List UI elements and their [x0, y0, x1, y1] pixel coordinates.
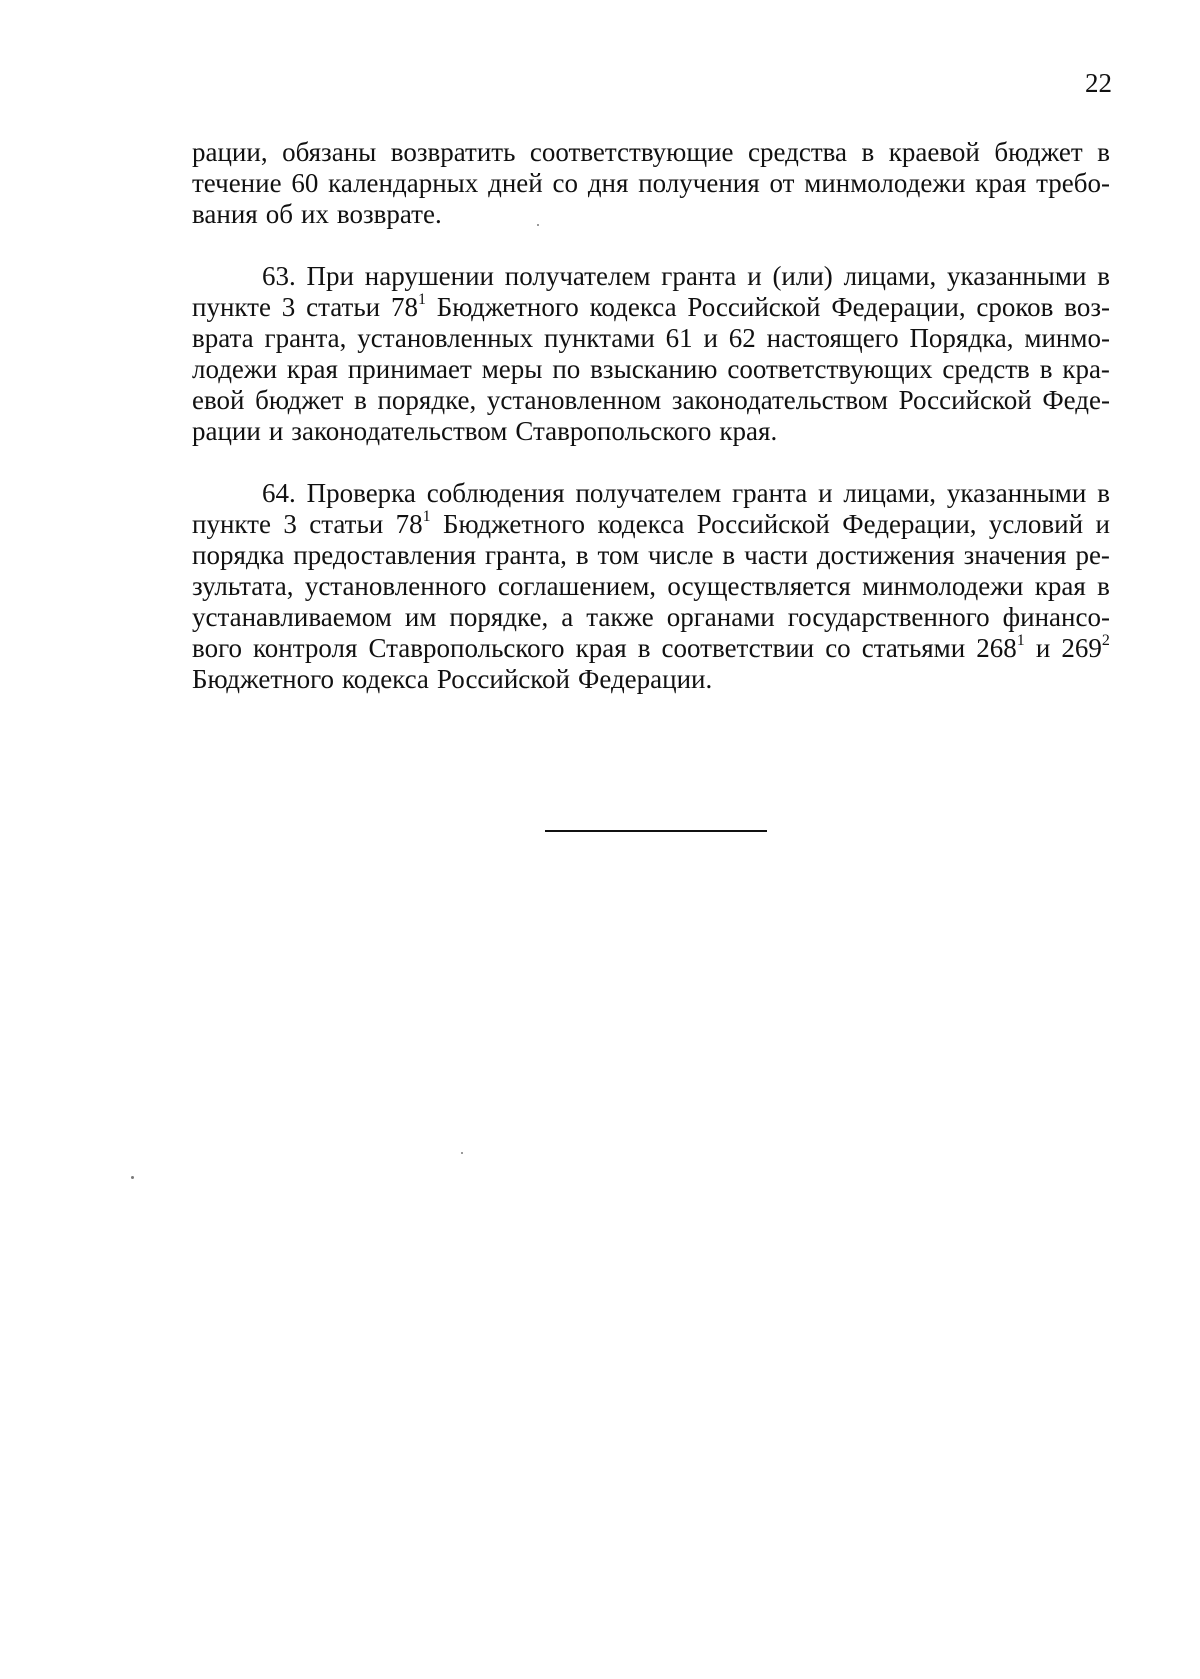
word: обязаны: [282, 137, 377, 167]
word: в: [861, 137, 875, 167]
scan-speck: [131, 1176, 134, 1179]
word: законодательством: [671, 385, 888, 415]
word: возврате.: [336, 199, 442, 229]
word: со: [825, 633, 851, 663]
word: также: [586, 602, 654, 632]
word: дней: [488, 168, 543, 198]
word: бюджет: [255, 385, 344, 415]
scan-speck: [537, 224, 539, 226]
text-line: [192, 602, 1110, 633]
paragraph: [192, 261, 1110, 447]
word: минмо-: [1024, 323, 1110, 353]
word: законодательством: [291, 416, 508, 446]
word: значения: [963, 540, 1067, 570]
word: врата: [192, 323, 254, 353]
word: достижения: [816, 540, 955, 570]
text-line: [192, 540, 1110, 571]
word: настоящего: [766, 323, 899, 353]
word: календарных: [328, 168, 479, 198]
word: нарушении: [364, 261, 494, 291]
text-line: [192, 478, 1110, 509]
word: пункте: [192, 509, 271, 539]
word: Бюджетного: [192, 664, 334, 694]
text-line: [192, 633, 1110, 664]
word: им: [404, 602, 437, 632]
text-line: [192, 571, 1110, 602]
word: Феде-: [1042, 385, 1110, 415]
word: края: [575, 633, 627, 663]
word: меры: [481, 354, 543, 384]
word: взысканию: [590, 354, 718, 384]
word: Ставропольского: [515, 416, 712, 446]
word: лодежи: [192, 354, 278, 384]
word: гранта,: [264, 323, 347, 353]
word: дня: [587, 168, 629, 198]
word: воз-: [1064, 292, 1110, 322]
word: порядке,: [449, 602, 549, 632]
word: 62: [728, 323, 756, 353]
word: предоставления: [293, 540, 477, 570]
word: При: [306, 261, 354, 291]
word: по: [552, 354, 581, 384]
word: минмолодежи: [862, 571, 1024, 601]
word: гранта: [661, 261, 737, 291]
word: рации: [192, 416, 261, 446]
word: соответствии: [661, 633, 815, 663]
end-separator-line: [545, 830, 767, 832]
word: края: [975, 168, 1027, 198]
word: гранта: [732, 478, 808, 508]
word: соглашением,: [497, 571, 657, 601]
text-line: [192, 416, 1110, 447]
word: финансо-: [1002, 602, 1110, 632]
superscript: 2: [1101, 632, 1110, 649]
word: части: [744, 540, 808, 570]
word: $269^2$: [1061, 632, 1110, 663]
text-line: [192, 509, 1110, 540]
word: в: [722, 540, 736, 570]
word: и: [1095, 509, 1110, 539]
word: принимает: [347, 354, 472, 384]
word: рации,: [192, 137, 268, 167]
word: в: [637, 633, 651, 663]
word: течение: [192, 168, 282, 198]
word: кодекса: [597, 509, 685, 539]
word: и: [1035, 633, 1051, 663]
text-line: [192, 168, 1110, 199]
word: кодекса: [341, 664, 429, 694]
word: числе: [647, 540, 714, 570]
word: государственного: [787, 602, 990, 632]
word: кодекса: [589, 292, 677, 322]
paragraph: [192, 137, 1110, 230]
word: том: [597, 540, 640, 570]
word: установленных: [357, 323, 534, 353]
text-line: [192, 292, 1110, 323]
superscript: 1: [1016, 632, 1025, 649]
word: статьи: [309, 509, 384, 539]
word: вого: [192, 633, 242, 663]
word: 60: [291, 168, 319, 198]
word: порядка: [192, 540, 285, 570]
scan-speck: [461, 1152, 463, 1154]
word: евой: [192, 385, 245, 415]
word: требо-: [1036, 168, 1110, 198]
word: края: [1034, 571, 1086, 601]
word: $78^1$: [390, 291, 426, 322]
word: и: [747, 261, 762, 291]
word: и: [268, 416, 284, 446]
word: ре-: [1075, 540, 1110, 570]
word: вания: [192, 199, 258, 229]
word: края: [286, 354, 338, 384]
word: в: [1097, 478, 1110, 508]
word: Бюджетного: [443, 509, 586, 539]
word: Федерации.: [577, 664, 713, 694]
word: средства: [748, 137, 848, 167]
text-line: [192, 385, 1110, 416]
word: возвратить: [390, 137, 516, 167]
word: соответствующие: [529, 137, 734, 167]
document-body: [192, 137, 1110, 726]
word: 3: [283, 509, 297, 539]
word: их: [300, 199, 329, 229]
word: средств: [942, 354, 1030, 384]
word: бюджет: [994, 137, 1083, 167]
word: края.: [719, 416, 778, 446]
word: сроков: [976, 292, 1054, 322]
word: минмолодежи: [804, 168, 966, 198]
word: пунктами: [544, 323, 655, 353]
word: в: [1097, 261, 1110, 291]
text-line: [192, 354, 1110, 385]
superscript: 1: [422, 508, 431, 525]
word: кра-: [1062, 354, 1110, 384]
word: от: [769, 168, 795, 198]
word: в: [354, 385, 367, 415]
word: об: [265, 199, 293, 229]
word: соблюдения: [426, 478, 565, 508]
word: в: [1097, 137, 1110, 167]
word: Ставропольского: [368, 633, 565, 663]
word: Федерации,: [831, 292, 966, 322]
paragraph: [192, 478, 1110, 695]
word: и: [818, 478, 833, 508]
word: Проверка: [306, 478, 416, 508]
word: краевой: [888, 137, 980, 167]
text-line: [192, 323, 1110, 354]
word: осуществляется: [667, 571, 851, 601]
word: Российской: [687, 292, 821, 322]
word: устанавливаемом: [192, 602, 392, 632]
word: $268^1$: [976, 632, 1025, 663]
word: 61: [665, 323, 693, 353]
word: в: [1097, 571, 1110, 601]
text-line: [192, 664, 1110, 695]
word: статьями: [861, 633, 966, 663]
word: зультата,: [192, 571, 294, 601]
word: статьи: [306, 292, 381, 322]
text-line: [192, 261, 1110, 292]
word: в: [575, 540, 589, 570]
word: получателем: [575, 478, 722, 508]
word: 3: [281, 292, 296, 322]
word: указанными: [947, 261, 1087, 291]
page-number: 22: [1085, 68, 1112, 98]
word: лицами,: [843, 478, 937, 508]
word: условий: [988, 509, 1084, 539]
word: (или): [772, 261, 833, 291]
word: Порядка,: [909, 323, 1014, 353]
word: Российской: [898, 385, 1032, 415]
word: Российской: [696, 509, 830, 539]
word: контроля: [253, 633, 358, 663]
word: получения: [638, 168, 760, 198]
word: пункте: [192, 292, 271, 322]
word: и: [703, 323, 718, 353]
word: 64.: [262, 478, 296, 508]
word: $78^1$: [395, 508, 431, 539]
word: получателем: [504, 261, 651, 291]
word: в: [1039, 354, 1053, 384]
word: а: [561, 602, 574, 632]
word: органами: [666, 602, 775, 632]
text-line: [192, 199, 1110, 230]
word: лицами,: [843, 261, 937, 291]
word: со: [552, 168, 579, 198]
word: установленном: [486, 385, 662, 415]
word: указанными: [946, 478, 1087, 508]
word: установленного: [304, 571, 487, 601]
text-line: [192, 137, 1110, 168]
word: Федерации,: [842, 509, 977, 539]
word: Российской: [436, 664, 570, 694]
word: соответствующих: [727, 354, 933, 384]
word: 63.: [262, 261, 296, 291]
superscript: 1: [417, 291, 426, 308]
word: гранта,: [484, 540, 567, 570]
word: порядке,: [377, 385, 477, 415]
word: Бюджетного: [436, 292, 579, 322]
